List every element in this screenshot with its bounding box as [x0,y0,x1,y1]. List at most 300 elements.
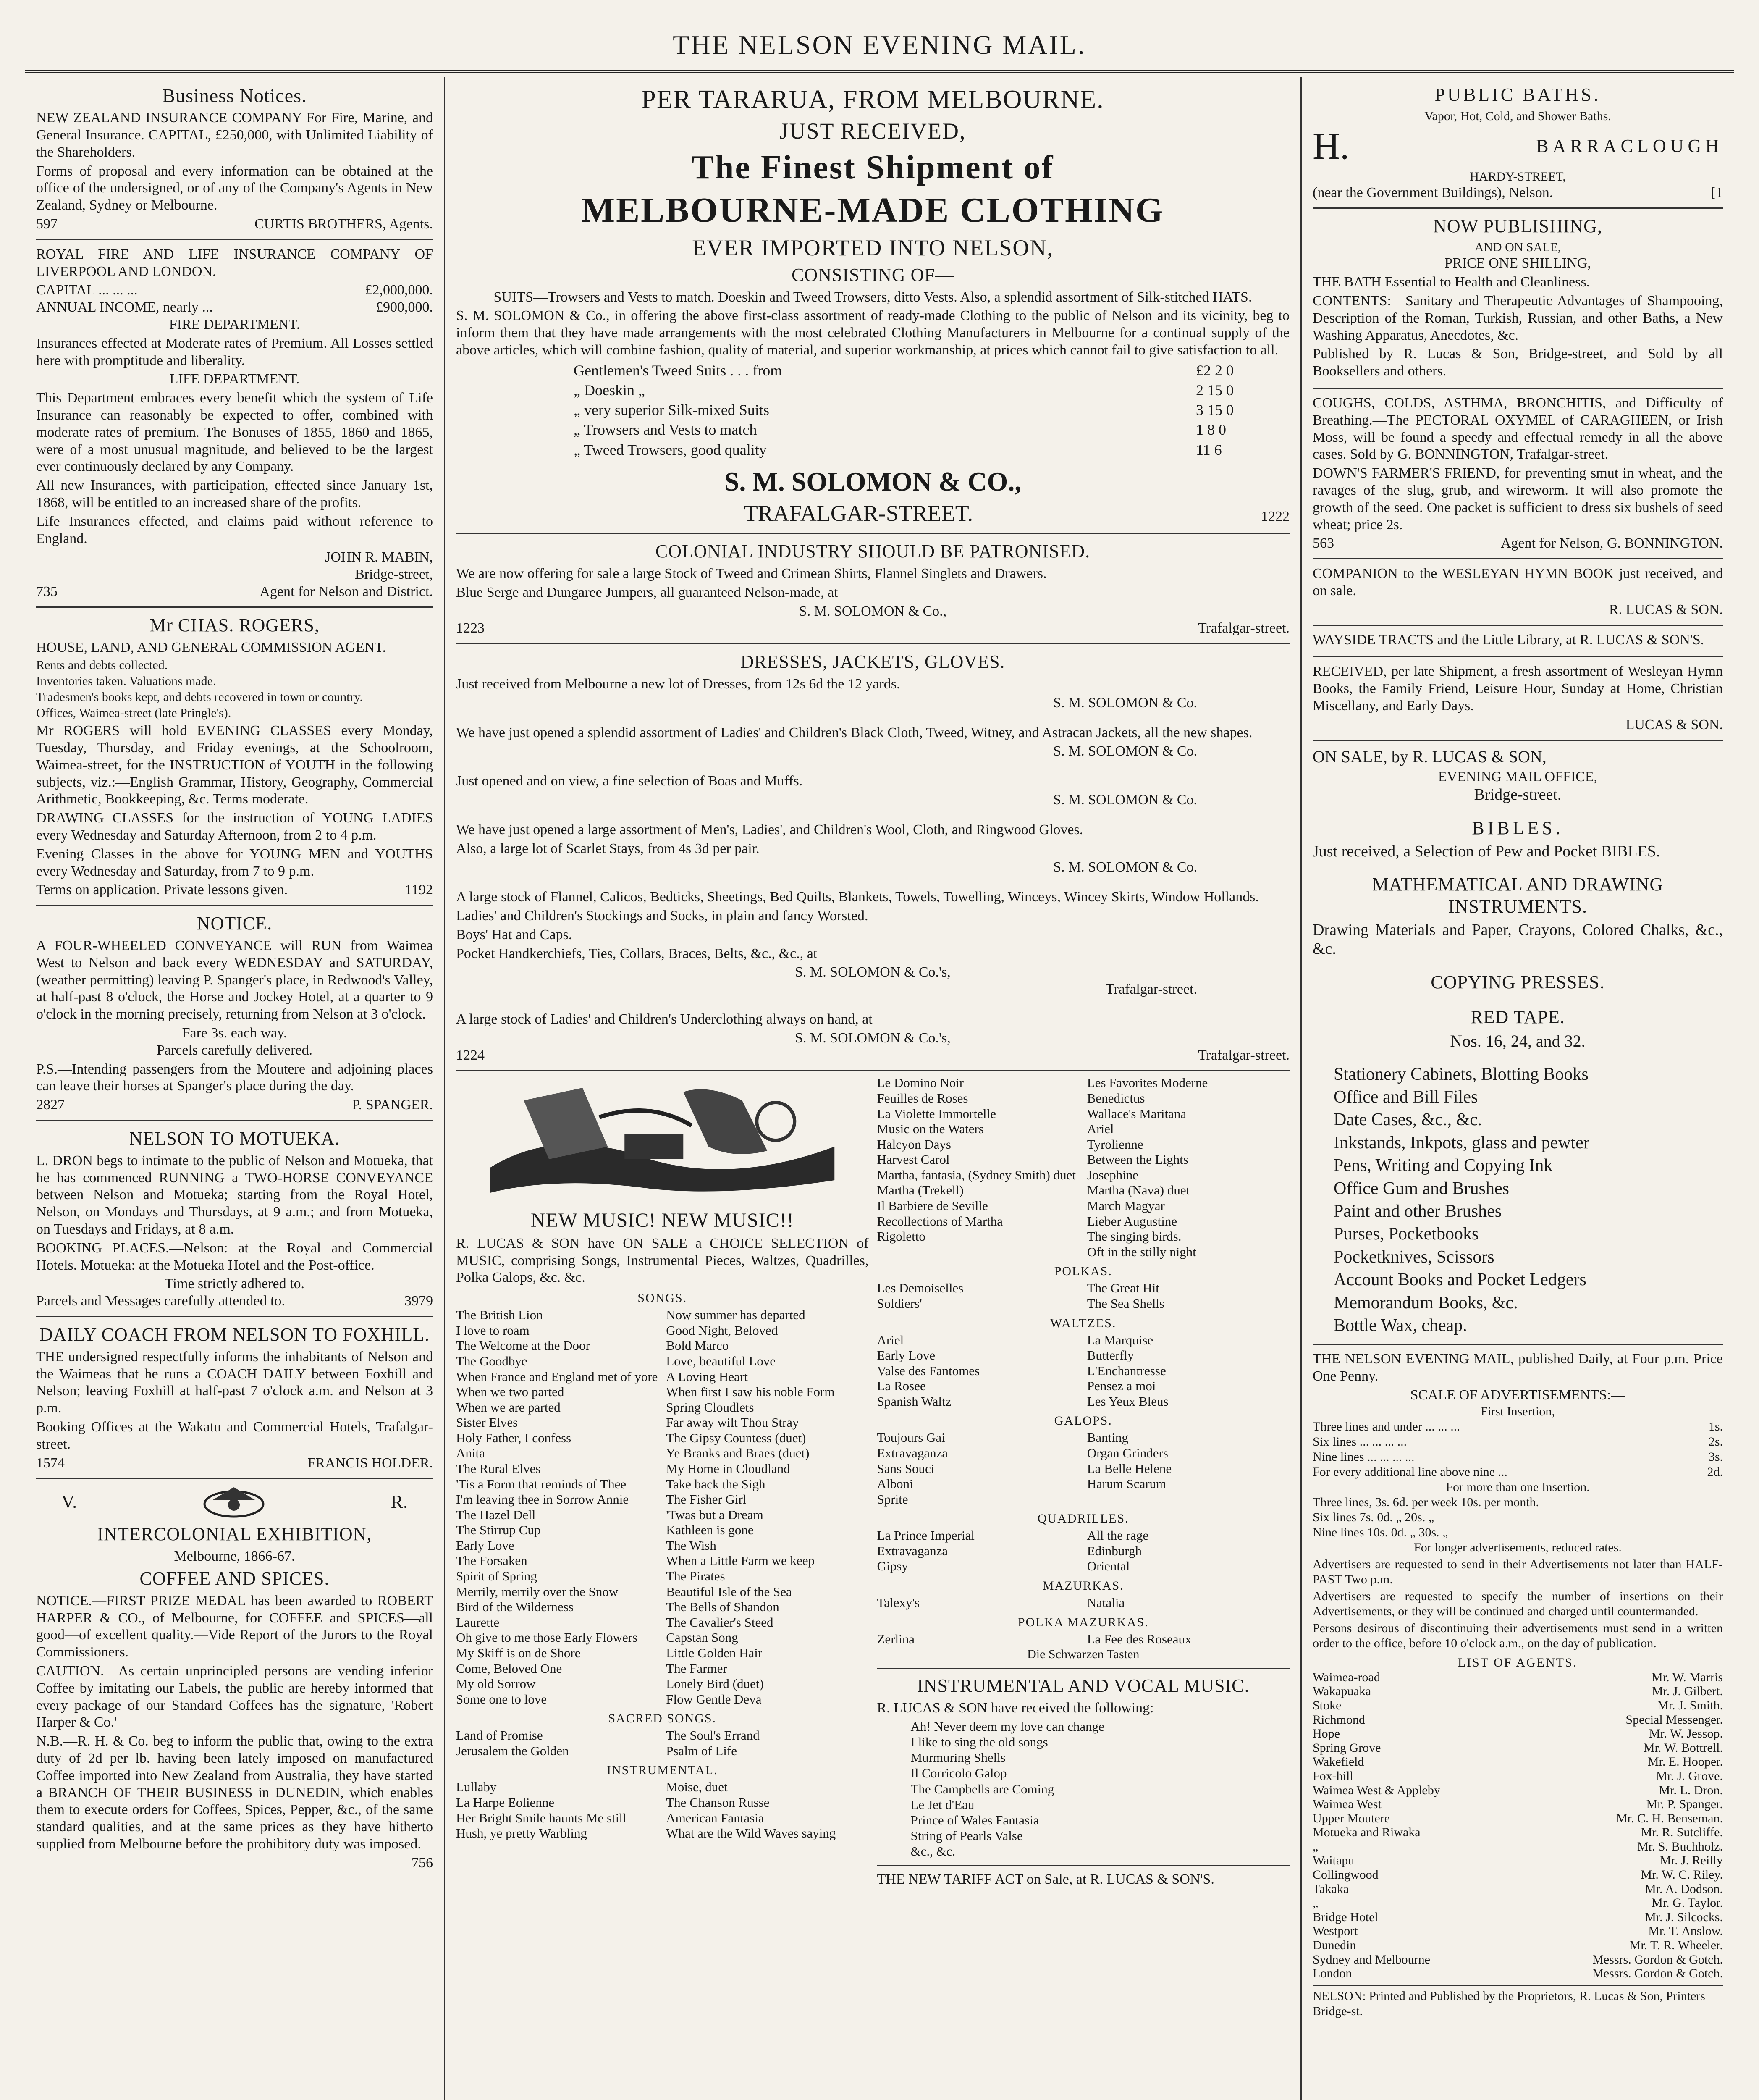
music-item: Il Barbiere de Seville [877,1198,988,1213]
ad-body: Mr ROGERS will hold EVENING CLASSES every Monday, Tuesday, Thursday, and Friday evenings, at the Schoolroom, Waimea-street, for the INSTRUCTION of YOUTH in the following subjects, viz.:—English Grammar, History, Geography, Commercial Arithmetic, Bookkeeping, &c. Terms moderate. [36,723,433,807]
ad-number: 2827 [36,1097,65,1113]
ad-body: We are now offering for sale a large Stock of Tweed and Crimean Shirts, Flannel Singlets and Drawers. [456,566,1047,582]
price-value: £2 2 0 [1196,362,1234,379]
firm-street: TRAFALGAR-STREET. [744,500,973,526]
quadrille-item: Oriental [1087,1559,1130,1574]
song-item: Some one to love [456,1691,547,1706]
price-list [456,361,1290,460]
ad-signature: S. M. SOLOMON & Co.'s, [795,1030,951,1046]
ad-banner: PER TARARUA, FROM MELBOURNE. [641,85,1104,114]
agent-place: Waimea-road [1313,1670,1380,1684]
ad-title: DRESSES, JACKETS, GLOVES. [740,651,1005,672]
ad-number: 1222 [1261,508,1290,524]
ad-line: EVENING MAIL OFFICE, [1438,769,1598,785]
agent-name: Mr. J. Reilly [1659,1853,1723,1868]
agent-place: „ [1313,1896,1319,1910]
agent-name: Messrs. Gordon & Gotch. [1592,1966,1723,1981]
agent-place: „ [1313,1839,1319,1853]
instrumental-item: Hush, ye pretty Warbling [456,1826,587,1841]
song-item: Kathleen is gone [666,1522,754,1538]
instrumental-item: Prince of Wales Fantasia [910,1812,1039,1827]
song-item: Bold Marco [666,1338,729,1353]
ad-body: R. LUCAS & SON have received the following:— [877,1700,1168,1716]
song-item: Sister Elves [456,1415,518,1430]
agent-name: Mr. G. Taylor. [1652,1896,1723,1910]
ad-body: We have just opened a splendid assortment of Ladies' and Children's Black Cloth, Tweed, Witney, and Astracan Jackets, all the new shapes. [456,724,1253,740]
columns [25,77,1734,2100]
agent-row [1313,1670,1723,1685]
agent-place: London [1313,1966,1352,1981]
music-item: Martha, fantasia, (Sydney Smith) duet [877,1167,1076,1182]
ad-title: NELSON TO MOTUEKA. [129,1128,340,1149]
agent-row [1313,1966,1723,1981]
sub-heading: First Insertion, [1481,1404,1555,1418]
ad-line: CONSISTING OF— [792,264,954,285]
agent-row [1313,1755,1723,1769]
foxhill-coach-ad [36,1317,433,1479]
instrumental-item: What are the Wild Waves saying [666,1826,836,1841]
agent-row [1313,1684,1723,1698]
ad-body: CAUTION.—As certain unprincipled persons are vending inferior Coffee by imitating our Labels, the public are hereby informed that every package of our Standard Coffees has the signature, 'Robert Harper & Co.' [36,1663,433,1730]
instrumental-item: La Harpe Eolienne [456,1795,555,1810]
sub-heading: FIRE DEPARTMENT. [169,316,300,332]
agent-place: Dunedin [1313,1938,1356,1953]
ad-body: All new Insurances, with participation, effected since January 1st, 1868, will be entitled to an increased share of the profits. [36,478,433,510]
agent-name: Mr. A. Dodson. [1645,1882,1723,1896]
quadrille-item: Extravaganza [877,1543,948,1558]
royal-r: R. [391,1491,408,1512]
agent-place: Fox-hill [1313,1769,1353,1783]
ad-line: Rents and debts collected. [36,658,168,672]
song-item: Merrily, merrily over the Snow [456,1584,619,1599]
agent-name: Mr. W. C. Riley. [1641,1868,1723,1882]
galop-item: Sans Souci [877,1461,935,1476]
ad-body: THE NEW TARIFF ACT on Sale, at R. LUCAS & SON'S. [877,1872,1214,1887]
song-item: The Fisher Girl [666,1492,747,1507]
motueka-ad [36,1121,433,1317]
ad-body: S. M. SOLOMON & Co., in offering the above first-class assortment of ready-made Clothing to the public of Nelson and its vicinity, beg to inform them that they have made arrangements with the most celebrated Clothing Manufacturers in Melbourne for a continual supply of the above articles, which will combine fashion, quality of material, and superior workmanship, at prices which cannot fail to give satisfaction to all. [456,308,1290,358]
ad-number: 1192 [405,882,433,898]
waltz-item: Les Yeux Bleus [1087,1394,1169,1409]
ad-body: R. LUCAS & SON have ON SALE a CHOICE SELECTION of MUSIC, comprising Songs, Instrumental Pieces, Waltzes, Quadrilles, Polka Galops, &c. &c. [456,1235,869,1286]
music-item: Martha (Trekell) [877,1183,964,1198]
rates-list [1313,1419,1723,1480]
agent-row [1313,1938,1723,1953]
agent-name: Mr. T. R. Wheeler. [1629,1938,1723,1953]
ad-body: Pocket Handkerchiefs, Ties, Collars, Braces, Belts, &c., &c., at [456,945,818,961]
galop-item: Sprite [877,1491,908,1507]
ad-signature: S. M. SOLOMON & Co., [799,603,947,619]
galop-item [1087,1492,1290,1507]
rate-value: 2d. [1707,1465,1723,1479]
agent-row [1313,1797,1723,1811]
price-item: „ Trowsers and Vests to match [574,421,757,438]
galop-item: Extravaganza [877,1445,948,1460]
agent-place: Spring Grove [1313,1740,1381,1755]
sub-heading: LIST OF AGENTS. [1458,1655,1578,1670]
ad-line: Time strictly adhered to. [164,1276,305,1292]
coughs-ad [1313,389,1723,559]
song-item: When we are parted [456,1399,561,1415]
instrumental-item: I like to sing the old songs [910,1734,1048,1749]
rate-value: 3s. [1708,1449,1723,1464]
income-value: £900,000. [376,299,433,315]
ad-heading: NEW ZEALAND INSURANCE COMPANY For Fire, Marine, and General Insurance. CAPITAL, £250,000, with Unlimited Liability of the Shareholders. [36,110,433,160]
song-item: The Forsaken [456,1553,527,1568]
ad-street: Trafalgar-street. [1105,982,1197,998]
instrumental-item: Ah! Never deem my love can change [910,1719,1104,1734]
song-item: When we two parted [456,1384,564,1399]
polka-item: Les Demoiselles [877,1281,964,1296]
stationery-item: Account Books and Pocket Ledgers [1334,1270,1586,1290]
song-item: When a Little Farm we keep [666,1553,815,1568]
ad-body: Published by R. Lucas & Son, Bridge-street, and Sold by all Booksellers and others. [1313,346,1723,379]
agent-row [1313,1924,1723,1938]
weekly-rate-item: Six lines 7s. 0d. „ 20s. „ [1313,1510,1434,1524]
music-item: Wallace's Maritana [1087,1106,1187,1121]
music-item: La Violette Immortelle [877,1106,996,1121]
music-item: Recollections of Martha [877,1213,1003,1228]
song-item: I love to roam [456,1323,530,1338]
song-item: When first I saw his noble Form [666,1384,835,1399]
song-item: Jerusalem the Golden [456,1743,569,1758]
agent-place: Motueka and Riwaka [1313,1825,1421,1840]
music-item: March Magyar [1087,1198,1165,1213]
stationery-item: Memorandum Books, &c. [1334,1293,1518,1312]
song-item: When France and England met of yore [456,1369,658,1384]
price-row [456,420,1290,440]
waltz-item: Ariel [877,1332,904,1347]
mazurka-item: Talexy's [877,1595,920,1610]
capital-label: CAPITAL ... ... ... [36,282,138,298]
stationery-item: Paint and other Brushes [1334,1202,1502,1221]
agent-place: Takaka [1313,1882,1349,1896]
instrumental-item: String of Pearls Valse [910,1828,1023,1843]
song-item: My old Sorrow [456,1676,536,1691]
stationery-ad [1313,741,1723,1345]
song-item: The Wish [666,1538,716,1553]
stationery-list [1313,1064,1723,1336]
rate-label: Nine lines ... ... ... ... [1313,1449,1415,1464]
agent-name: Messrs. Gordon & Gotch. [1592,1952,1723,1966]
quadrilles-list [877,1528,1290,1574]
agent-place: Waimea West & Appleby [1313,1783,1440,1797]
music-item: Tyrolienne [1087,1137,1143,1152]
agent-place: Waitapu [1313,1853,1355,1868]
song-item: Good Night, Beloved [666,1323,778,1338]
sub-heading: SACRED SONGS. [608,1712,717,1726]
ad-body: DRAWING CLASSES for the instruction of YOUNG LADIES every Wednesday and Saturday Afternoon, from 2 to 4 p.m. [36,810,433,843]
ad-title: COLONIAL INDUSTRY SHOULD BE PATRONISED. [655,541,1091,562]
ad-body: Just received, a Selection of Pew and Pocket BIBLES. [1313,842,1660,860]
song-item: Spirit of Spring [456,1569,537,1584]
ad-street: Bridge-street. [1474,786,1562,804]
music-item: The singing birds. [1087,1229,1182,1244]
polka-item: The Great Hit [1087,1281,1159,1296]
mazurka-item: Natalia [1087,1595,1125,1610]
received-ad [1313,657,1723,740]
music-section [456,1071,1290,1890]
ad-body: Drawing Materials and Paper, Crayons, Colored Chalks, &c., &c. [1313,921,1723,958]
instrumental-item: Lullaby [456,1780,497,1795]
polkas-list [877,1281,1290,1311]
price-row [456,381,1290,400]
quadrille-item: La Prince Imperial [877,1528,975,1543]
stationery-item: Pocketknives, Scissors [1334,1247,1494,1267]
stationery-item: Office and Bill Files [1334,1087,1478,1107]
ad-body: Boys' Hat and Caps. [456,927,572,942]
polka-mazurkas-list [877,1632,1290,1647]
ad-title: INSTRUMENTAL AND VOCAL MUSIC. [917,1675,1250,1696]
song-item: The Hazel Dell [456,1507,536,1522]
ad-body: L. DRON begs to intimate to the public of Nelson and Motueka, that he has commenced RUNNING a TWO-HORSE CONVEYANCE between Nelson and Motueka; starting from the Royal Hotel, Nelson, on Mondays and Thursdays, at 9 a.m.; and from Motueka, on Tuesdays and Fridays, at 8 a.m. [36,1152,433,1237]
agent-row [1313,1727,1723,1741]
agent-row [1313,1769,1723,1783]
agent-row [1313,1741,1723,1755]
ad-subtitle: Vapor, Hot, Cold, and Shower Baths. [1424,109,1611,123]
instrumental-item: Le Jet d'Eau [910,1797,975,1812]
price-item: „ very superior Silk-mixed Suits [574,402,769,419]
masthead: THE NELSON EVENING MAIL. [673,30,1086,60]
galop-item: Organ Grinders [1087,1445,1168,1460]
ad-number: 735 [36,583,58,599]
instrumental-item: American Fantasia [666,1810,764,1825]
price-item: „ Tweed Trowsers, good quality [574,441,767,458]
song-item: Come, Beloved One [456,1661,562,1676]
ad-body: BOOKING PLACES.—Nelson: at the Royal and Commercial Hotels. Motueka: at the Motueka Hotel and the Post-office. [36,1240,433,1273]
song-item: 'Twas but a Dream [666,1507,763,1522]
ad-number: [1 [1711,184,1723,200]
ad-body: Evening Classes in the above for YOUNG MEN and YOUTHS every Wednesday and Saturday, from 7 to 9 p.m. [36,846,433,879]
ad-heading: ON SALE, by R. LUCAS & SON, [1313,747,1547,766]
agent-place: Richmond [1313,1712,1365,1727]
agent-place: Waimea West [1313,1797,1382,1811]
polka-item: The Sea Shells [1087,1296,1164,1311]
ad-number: 3979 [404,1293,433,1309]
agent-row [1313,1896,1723,1910]
instrumental-item: Il Corricolo Galop [910,1766,1007,1781]
stationery-item: Inkstands, Inkpots, glass and pewter [1334,1133,1589,1152]
instrumental-item: &c., &c. [910,1844,956,1859]
ad-heading: HOUSE, LAND, AND GENERAL COMMISSION AGENT. [36,639,386,655]
instrumental-item: Moise, duet [666,1780,728,1795]
companion-ad [1313,559,1723,625]
weekly-rate-item: Three lines, 3s. 6d. per week 10s. per month. [1313,1495,1539,1509]
ad-body: Ladies' and Children's Stockings and Socks, in plain and fancy Worsted. [456,908,868,924]
agent-name: Mr. J. Grove. [1656,1769,1723,1783]
sub-heading: BIBLES. [1472,817,1564,838]
waltz-item: Valse des Fantomes [877,1363,980,1378]
agent-place: Stoke [1313,1698,1342,1712]
agent-place: Collingwood [1313,1868,1379,1882]
ad-body: Insurances effected at Moderate rates of Premium. All Losses settled here with promptitude and liberality. [36,335,433,368]
conveyance-notice-ad [36,906,433,1121]
ad-body: Advertisers are requested to specify the number of insertions on their Advertisements, or they will be continued and charged until countermanded. [1313,1589,1723,1618]
ad-body: Terms on application. Private lessons given. [36,882,288,898]
ad-title: Mr CHAS. ROGERS, [149,614,320,635]
ad-body: N.B.—R. H. & Co. beg to inform the public that, owing to the extra duty of 2d per lb. having been lately imposed on manufactured Coffee imported into New Zealand from Australia, they have started a BRANCH OF THEIR BUSINESS in DUNEDIN, which enables them to execute orders for Coffees, Spices, Pepper, &c., of the same standard qualities, and at the same prices as they have hitherto supplied from Melbourne before the prohibitory duty was imposed. [36,1733,433,1852]
column-middle [445,77,1302,2100]
public-baths-ad [1313,77,1723,209]
music-left [456,1075,869,1890]
galop-item: Banting [1087,1430,1128,1445]
ad-signature: Agent for Nelson, G. BONNINGTON. [1500,536,1723,551]
ad-street: HARDY-STREET, [1470,169,1566,184]
song-item: Ye Branks and Braes (duet) [666,1446,810,1461]
ad-body: Advertisers are requested to send in their Advertisements not later than HALF-PAST Two p.m. [1313,1557,1723,1586]
agent-row [1313,1910,1723,1924]
agent-name: Mr. C. H. Benseman. [1616,1811,1723,1825]
agents-list [1313,1670,1723,1981]
song-item: The Pirates [666,1569,725,1584]
ad-body: CONTENTS:—Sanitary and Therapeutic Advantages of Shampooing, Description of the Roman, Turkish, Russian, and other Baths, a New Washing Apparatus, Anecdotes, &c. [1313,293,1723,343]
song-item: My Skiff is on de Shore [456,1645,581,1660]
section-title: Business Notices. [162,85,307,106]
ad-body: WAYSIDE TRACTS and the Little Library, at R. LUCAS & SON'S. [1313,632,1704,648]
ad-body: THE NELSON EVENING MAIL, published Daily, at Four p.m. Price One Penny. [1313,1351,1723,1384]
firm-name: S. M. SOLOMON & CO., [724,466,1022,496]
waltz-item: Early Love [877,1348,936,1363]
sub-heading: QUADRILLES. [1037,1512,1129,1526]
evening-mail-rates-ad [1313,1345,1723,2024]
sub-heading: INSTRUMENTAL. [607,1763,718,1777]
music-item: Lieber Augustine [1087,1213,1177,1228]
music-item: Oft in the stilly night [1087,1244,1196,1259]
ad-signature: S. M. SOLOMON & Co. [1053,695,1197,711]
price-value: 11 6 [1196,441,1222,458]
waltz-item: Pensez a moi [1087,1378,1156,1394]
ad-signature: S. M. SOLOMON & Co.'s, [795,964,951,980]
galop-item: Alboni [877,1476,913,1491]
song-item: Anita [456,1446,485,1461]
rate-value: 2s. [1708,1434,1723,1449]
waltz-item: Butterfly [1087,1348,1134,1363]
royal-insurance-ad [36,240,433,608]
ad-title: NOW PUBLISHING, [1433,215,1602,236]
ad-signature: CURTIS BROTHERS, Agents. [254,216,433,232]
polka-mazurka-item: Zerlina [877,1631,915,1646]
sub-heading: WALTZES. [1050,1316,1117,1330]
song-item: The Soul's Errand [666,1728,760,1743]
galop-item: La Belle Helene [1087,1461,1172,1476]
ad-line: Tradesmen's books kept, and debts recovered in town or country. [36,690,363,704]
waltz-item: La Marquise [1087,1332,1153,1347]
agent-row [1313,1882,1723,1896]
song-item: Oh give to me those Early Flowers [456,1630,638,1645]
ad-number: 597 [36,216,58,232]
ad-line: Fare 3s. each way. [182,1025,287,1041]
ad-signature: Bridge-street, [355,567,433,583]
ad-body: RECEIVED, per late Shipment, a fresh assortment of Wesleyan Hymn Books, the Family Friend, Leisure Hour, Sunday at Home, Christian Miscellany, and Early Days. [1313,664,1723,714]
ad-price: PRICE ONE SHILLING, [1444,255,1591,271]
ad-line: Nos. 16, 24, and 32. [1450,1031,1586,1050]
rate-row [1313,1419,1723,1434]
ad-body: NOTICE.—FIRST PRIZE MEDAL has been awarded to ROBERT HARPER & CO., of Melbourne, for COFFEE and SPICES—all good—of excellent quality.—Vide Report of the Jurors to the Royal Commissioners. [36,1593,433,1660]
music-item: Benedictus [1087,1091,1145,1105]
ad-body: Just opened and on view, a fine selection of Boas and Muffs. [456,773,803,789]
agent-place: Upper Moutere [1313,1811,1390,1825]
instrumental-item: Her Bright Smile haunts Me still [456,1810,627,1825]
printer-line: NELSON: Printed and Published by the Proprietors, R. Lucas & Son, Printers Bridge-st. [1313,1985,1723,2019]
quadrille-item: Edinburgh [1087,1543,1142,1558]
ad-line: Parcels and Messages carefully attended to. [36,1293,285,1309]
stationery-item: Date Cases, &c., &c. [1334,1110,1482,1130]
music-item: Rigoletto [877,1229,925,1244]
agent-place: Wakefield [1313,1755,1364,1769]
ad-line: For longer advertisements, reduced rates. [1414,1540,1622,1554]
column-left [25,77,445,2100]
ad-body: P.S.—Intending passengers from the Moutere and adjoining places can leave their horses at Spanger's place during the day. [36,1061,433,1094]
royal-v: V. [61,1491,77,1512]
ad-body: THE undersigned respectfully informs the inhabitants of Nelson and the Waimeas that he runs a COACH DAILY between Foxhill and Nelson; leaving Foxhill at half-past 7 o'clock a.m. and Nelson at 3 p.m. [36,1349,433,1416]
galop-item: Harum Scarum [1087,1476,1167,1491]
coffee-spices-ad [36,1479,433,1877]
ad-number: 756 [412,1855,433,1871]
ad-line: JUST RECEIVED, [779,118,966,144]
bath-book-ad [1313,209,1723,389]
song-item: Spring Cloudlets [666,1399,754,1415]
ad-body: A large stock of Flannel, Calicos, Bedticks, Sheetings, Bed Quilts, Blankets, Towels, Towelling, Winceys, Wincey Skirts, Window Hollands. [456,889,1259,905]
agent-row [1313,1953,1723,1967]
agent-name: Mr. E. Hooper. [1647,1755,1723,1769]
sacred-list [456,1728,869,1759]
music-item: Halcyon Days [877,1137,951,1152]
agent-name: Special Messenger. [1625,1712,1723,1727]
sub-heading: COPYING PRESSES. [1431,972,1605,993]
instrumental-item: Murmuring Shells [910,1750,1006,1765]
agent-place: Bridge Hotel [1313,1910,1378,1924]
ad-subtitle: Melbourne, 1866-67. [174,1549,295,1564]
agent-row [1313,1853,1723,1868]
music-item: Le Domino Noir [877,1075,964,1090]
song-item: The British Lion [456,1307,543,1323]
ad-line: Parcels carefully delivered. [157,1042,312,1058]
sub-heading: LIFE DEPARTMENT. [169,371,300,387]
sub-heading: SONGS. [637,1291,687,1305]
ad-body: A large stock of Ladies' and Children's Underclothing always on hand, at [456,1011,873,1027]
quadrille-item: Gipsy [877,1559,908,1574]
song-item: The Farmer [666,1661,727,1676]
waltz-item: L'Enchantresse [1087,1363,1166,1378]
ad-title: DAILY COACH FROM NELSON TO FOXHILL. [39,1324,430,1345]
waltzes-list [877,1333,1290,1410]
ad-initial: H. [1313,125,1350,167]
dresses-ad [456,644,1290,1071]
music-item: Martha (Nava) duet [1087,1183,1190,1198]
sub-heading: For more than one Insertion. [1446,1480,1590,1494]
song-item: The Rural Elves [456,1461,541,1476]
quadrille-item: All the rage [1087,1528,1149,1543]
song-item: Land of Promise [456,1728,543,1743]
ad-number: 1224 [456,1047,485,1063]
ad-body: Persons desirous of discontinuing their advertisements must send in a written order to the office, before 10 o'clock a.m., on the day of publication. [1313,1621,1723,1650]
song-item: Psalm of Life [666,1743,737,1758]
song-item: Laurette [456,1614,500,1630]
instrumental-item: The Chanson Russe [666,1795,770,1810]
sub-heading: GALOPS. [1054,1414,1112,1428]
weekly-rates-list [1313,1495,1723,1540]
agent-place: Hope [1313,1727,1340,1741]
ad-body: DOWN'S FARMER'S FRIEND, for preventing smut in wheat, and the ravages of the slug, grub, and wireworm. It will also promote the growth of the seed. One packet is sufficient to dress six bushels of seed wheat; price 2s. [1313,465,1723,533]
price-item: Gentlemen's Tweed Suits . . . from [574,362,782,379]
song-item: Love, beautiful Love [666,1353,776,1368]
music-item: Harvest Carol [877,1152,950,1167]
song-item: Capstan Song [666,1630,738,1645]
agent-name: Mr. J. Gilbert. [1652,1684,1723,1698]
price-row [456,440,1290,460]
song-item: A Loving Heart [666,1369,748,1384]
ad-body: Booking Offices at the Wakatu and Commercial Hotels, Trafalgar-street. [36,1419,433,1452]
